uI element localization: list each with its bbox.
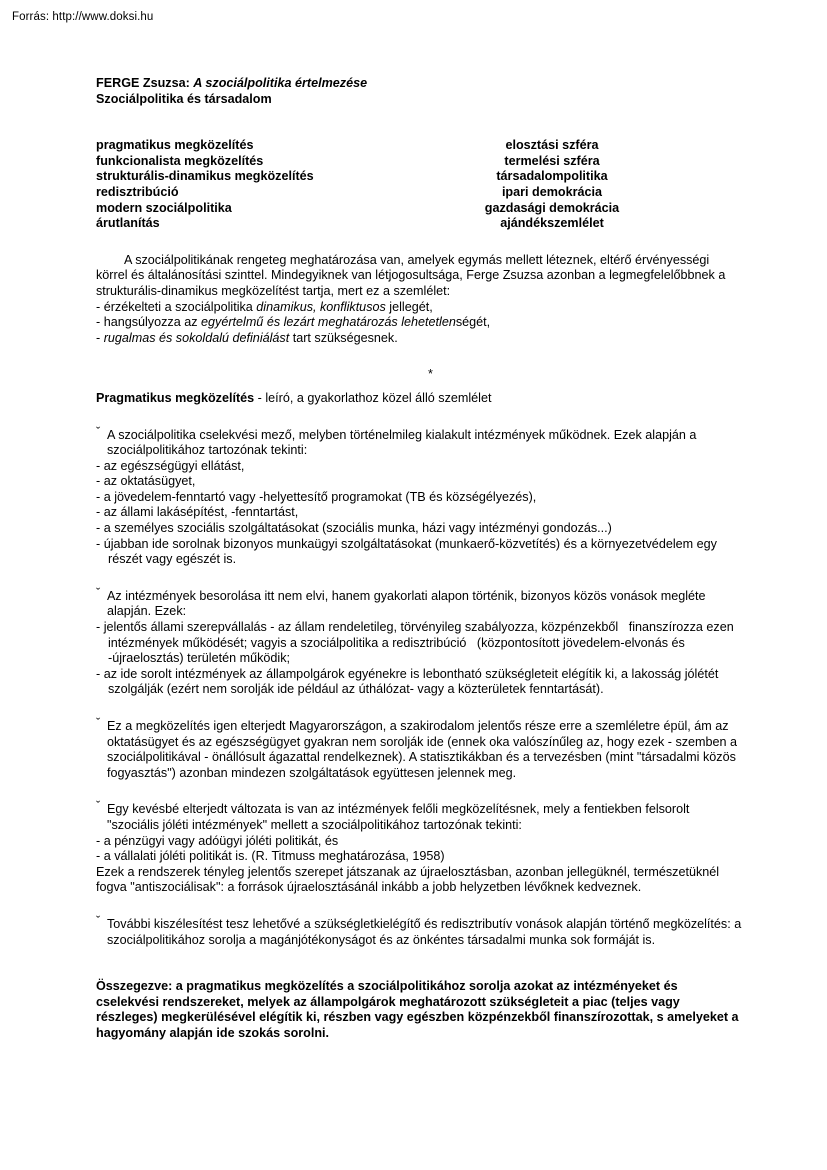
caron-paragraph-text: Egy kevésbé elterjedt változata is van az intézmények felőli megközelítésnek, mely a fentiekben felsorolt "szociális jóléti intézmények" mellett a szociálpolitikához tartozónak tekinti:	[107, 802, 693, 832]
keyword-left: modern szociálpolitika	[96, 200, 232, 215]
spacer	[96, 383, 742, 391]
keyword-row	[96, 154, 742, 170]
spacer	[96, 948, 742, 979]
keyword-right: társadalompolitika	[496, 169, 608, 184]
title-work: A szociálpolitika értelmezése	[193, 76, 368, 90]
keyword-row	[96, 216, 742, 232]
section-heading-gloss: - leíró, a gyakorlathoz közel álló szemlélet	[254, 390, 492, 405]
title-line-1	[96, 76, 742, 92]
bullet-italic: dinamikus, konfliktusos	[256, 299, 386, 314]
list-item: - az egészségügyi ellátást,	[96, 458, 245, 473]
caron-paragraph-text: További kiszélesítést tesz lehetővé a szükségletkielégítő és redisztributív vonások alapján történő megközelítés: a szociálpolitikához sorolja a magánjótékonyságot és az önkéntes társadalmi munka sok formáját is.	[107, 916, 745, 947]
keyword-left: funkcionalista megközelítés	[96, 153, 264, 168]
caron-paragraph-text: Az intézmények besorolása itt nem elvi, hanem gyakorlati alapon történik, bizonyos közös vonások megléte alapján. Ezek:	[107, 588, 710, 619]
spacer	[96, 232, 742, 253]
keyword-left: pragmatikus megközelítés	[96, 138, 254, 153]
intro-bullet	[96, 315, 742, 331]
list-item: - az ide sorolt intézmények az állampolgárok egyénekre is lebontható szükségleteit elégítik ki, a lakosság jólétét szolgálják (ezért nem sorolják ide például az úthálózat- vagy a közterületek fenntartását).	[96, 666, 722, 697]
title-author: FERGE Zsuzsa:	[96, 76, 194, 90]
bullet-prefix: -	[96, 330, 104, 345]
list-item: - a vállalati jóléti politikát is. (R. Titmuss meghatározása, 1958)	[96, 849, 445, 864]
section-heading	[96, 391, 742, 407]
caron-paragraph-text: Ez a megközelítés igen elterjedt Magyarországon, a szakirodalom jelentős része erre a szemléletre épül, ám az oktatásügyet és az egészségügyet gyakran nem sorolják ide (ennek oka valószínűleg az, hogy ezek - szemben a szociálpolitikával - önállósult ágazattal rendelkeznek). A statisztikákban és a tervezésben (mint "társadalmi közös fogyasztás") azonban mindezen szolgáltatások együttesen jelennek meg.	[107, 719, 741, 780]
block-tail-paragraph: Ezek a rendszerek tényleg jelentős szerepet játszanak az újraelosztásban, azonban jellegüknél, természetüknél fogva "antiszociálisak": a források újraelosztásánál inkább a jobb helyzetben lévőknek kedveznek.	[96, 864, 723, 895]
caron-paragraph	[96, 716, 742, 781]
document-body	[96, 76, 745, 1042]
bullet-suffix: ségét,	[455, 315, 491, 330]
keyword-left: redisztribúció	[96, 184, 179, 199]
keyword-row	[96, 138, 742, 154]
keyword-row	[96, 201, 742, 217]
bullet-italic: rugalmas és sokoldalú definiálást	[103, 330, 290, 345]
list-item: - a személyes szociális szolgáltatásokat (szociális munka, házi vagy intézményi gondozás...)	[96, 521, 612, 536]
caron-paragraph	[96, 913, 745, 948]
section-heading-term: Pragmatikus megközelítés	[96, 390, 255, 405]
bullet-prefix: - érzékelteti a szociálpolitika	[96, 299, 257, 314]
intro-paragraph: A szociálpolitikának rengeteg meghatározása van, amelyek egymás mellett léteznek, eltérő érvényességi körrel és általánosítási szinttel. Mindegyiknek van létjogosultsága, Ferge Zsuzsa azonban a legmegfelelőbbnek a strukturális-dinamikus megközelítést tartja, mert ez a szemlélet:	[96, 252, 729, 298]
spacer	[96, 107, 742, 138]
intro-bullet	[96, 300, 742, 316]
keyword-columns	[96, 138, 742, 232]
keyword-left: árutlanítás	[96, 216, 160, 231]
caron-paragraph	[96, 424, 742, 459]
caron-paragraph-text: A szociálpolitika cselekvési mező, melyben történelmileg kialakult intézmények működnek. Ezek alapján a szociálpolitikához tartozónak tekinti:	[107, 427, 700, 458]
summary-paragraph: Összegezve: a pragmatikus megközelítés a szociálpolitikához sorolja azokat az intézményeket és cselekvési rendszereket, melyek az állampolgárok meghatározott szükségleteit a piac (teljes vagy részleges) megkerülésével elégítik ki, részben vagy egészben közpénzekből finanszírozottak, s amelyeket a hagyomány alapján ide szokás sorolni.	[96, 979, 743, 1040]
keyword-right: elosztási szféra	[505, 138, 599, 153]
bullet-suffix: jellegét,	[385, 299, 433, 314]
title-line-2: Szociálpolitika és társadalom	[96, 91, 272, 106]
intro-bullet	[96, 331, 742, 347]
list-item: - az oktatásügyet,	[96, 474, 196, 489]
list-item: - jelentős állami szerepvállalás - az állam rendeletileg, törvényileg szabályozza, közpénzekből finanszírozza ezen intézmények működését; vagyis a szociálpolitika a redisztribúció (központosított jövedelem-elvonás és -újraelosztás) területén működik;	[96, 620, 738, 666]
spacer	[96, 781, 742, 802]
keyword-right: gazdasági demokrácia	[484, 200, 620, 215]
caron-bullet-icon: ˇ	[96, 799, 101, 814]
keyword-right: termelési szféra	[504, 153, 600, 168]
star-separator: *	[428, 367, 433, 382]
spacer	[96, 568, 742, 589]
source-watermark: Forrás: http://www.doksi.hu	[12, 11, 154, 23]
list-item: - újabban ide sorolnak bizonyos munkaügyi szolgáltatásokat (munkaerő-közvetítés) és a környezetvédelem egy részét vagy egészét is.	[96, 536, 721, 567]
keyword-right: ajándékszemlélet	[500, 216, 604, 231]
bullet-prefix: - hangsúlyozza az	[96, 315, 202, 330]
list-item: - a jövedelem-fenntartó vagy -helyettesítő programokat (TB és községélyezés),	[96, 489, 537, 504]
caron-bullet-icon: ˇ	[96, 716, 101, 730]
caron-bullet-icon: ˇ	[96, 585, 101, 600]
document-title	[96, 76, 742, 107]
bullet-italic: egyértelmű és lezárt meghatározás lehetetlen	[201, 315, 456, 330]
spacer	[96, 896, 742, 917]
keyword-left: strukturális-dinamikus megközelítés	[96, 169, 314, 184]
caron-paragraph	[96, 585, 742, 620]
list-item: - a pénzügyi vagy adóügyi jóléti politikát, és	[96, 833, 339, 848]
keyword-right: ipari demokrácia	[501, 184, 603, 199]
spacer	[96, 346, 742, 367]
list-item: - az állami lakásépítést, -fenntartást,	[96, 505, 299, 520]
spacer	[96, 407, 742, 428]
caron-paragraph	[96, 799, 742, 833]
keyword-row	[96, 169, 742, 185]
caron-bullet-icon: ˇ	[96, 424, 101, 439]
keyword-row	[96, 185, 742, 201]
bullet-suffix: tart szükségesnek.	[289, 330, 398, 345]
spacer	[96, 698, 742, 719]
caron-bullet-icon: ˇ	[96, 913, 101, 928]
